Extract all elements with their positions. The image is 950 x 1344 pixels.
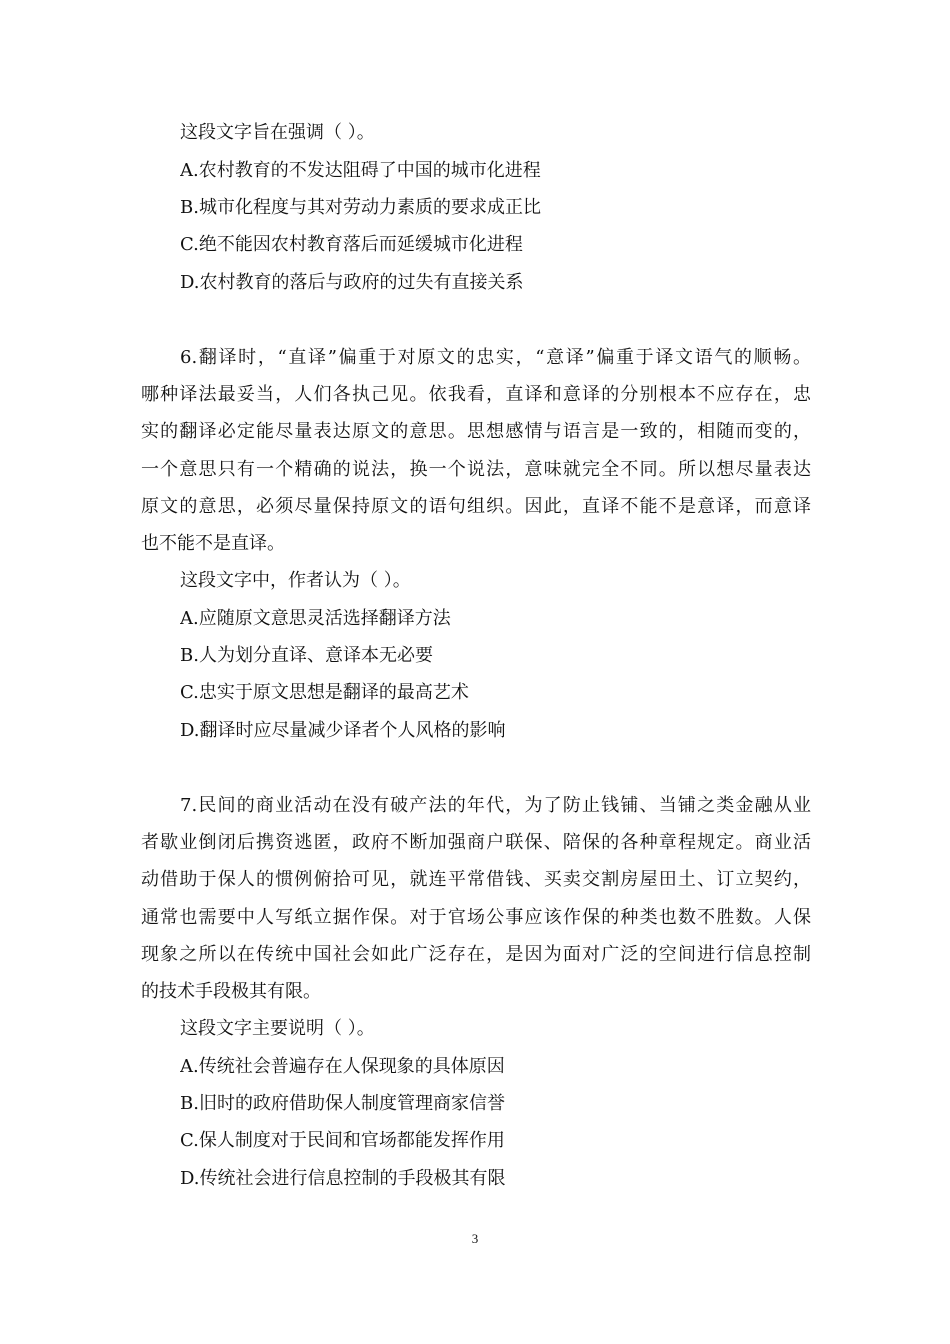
q6-option-c: C.忠实于原文思想是翻译的最高艺术	[180, 682, 469, 703]
q6-passage-line: 哪种译法最妥当，人们各执己见。依我看，直译和意译的分别根本不应存在，忠	[141, 384, 811, 405]
q5-question-stem: 这段文字旨在强调（ ）。	[180, 122, 375, 143]
q6-option-a: A.应随原文意思灵活选择翻译方法	[180, 608, 451, 629]
q5-option-d: D.农村教育的落后与政府的过失有直接关系	[180, 272, 524, 293]
q7-option-c: C.保人制度对于民间和官场都能发挥作用	[180, 1130, 505, 1151]
q7-passage-line: 的技术手段极其有限。	[141, 981, 321, 1002]
q6-question-stem: 这段文字中，作者认为（ ）。	[180, 570, 411, 591]
q5-option-a: A.农村教育的不发达阻碍了中国的城市化进程	[180, 160, 541, 181]
q6-option-b: B.人为划分直译、意译本无必要	[180, 645, 433, 666]
q7-option-b: B.旧时的政府借助保人制度管理商家信誉	[180, 1093, 505, 1114]
q6-passage-line: 原文的意思，必须尽量保持原文的语句组织。因此，直译不能不是意译，而意译	[141, 496, 811, 517]
q5-option-c: C.绝不能因农村教育落后而延缓城市化进程	[180, 234, 523, 255]
q7-option-a: A.传统社会普遍存在人保现象的具体原因	[180, 1056, 505, 1077]
q7-question-stem: 这段文字主要说明（ ）。	[180, 1018, 375, 1039]
q6-passage-line: 也不能不是直译。	[141, 533, 285, 554]
q6-passage-line: 一个意思只有一个精确的说法，换一个说法，意味就完全不同。所以想尽量表达	[141, 459, 811, 480]
q5-option-b: B.城市化程度与其对劳动力素质的要求成正比	[180, 197, 541, 218]
q7-passage-line: 7.民间的商业活动在没有破产法的年代，为了防止钱铺、当铺之类金融从业	[180, 795, 811, 816]
q7-passage-line: 现象之所以在传统中国社会如此广泛存在，是因为面对广泛的空间进行信息控制	[141, 944, 811, 965]
q7-passage-line: 通常也需要中人写纸立据作保。对于官场公事应该作保的种类也数不胜数。人保	[141, 907, 811, 928]
q7-option-d: D.传统社会进行信息控制的手段极其有限	[180, 1168, 506, 1189]
q6-option-d: D.翻译时应尽量减少译者个人风格的影响	[180, 720, 506, 741]
q7-passage-line: 动借助于保人的惯例俯拾可见，就连平常借钱、买卖交割房屋田土、订立契约，	[141, 869, 811, 890]
q6-passage-line: 实的翻译必定能尽量表达原文的意思。思想感情与语言是一致的，相随而变的，	[141, 421, 811, 442]
q7-passage-line: 者歇业倒闭后携资逃匿，政府不断加强商户联保、陪保的各种章程规定。商业活	[141, 832, 811, 853]
q6-passage-line: 6.翻译时，“直译”偏重于对原文的忠实，“意译”偏重于译文语气的顺畅。	[180, 347, 811, 368]
page-number: 3	[471, 1231, 479, 1246]
